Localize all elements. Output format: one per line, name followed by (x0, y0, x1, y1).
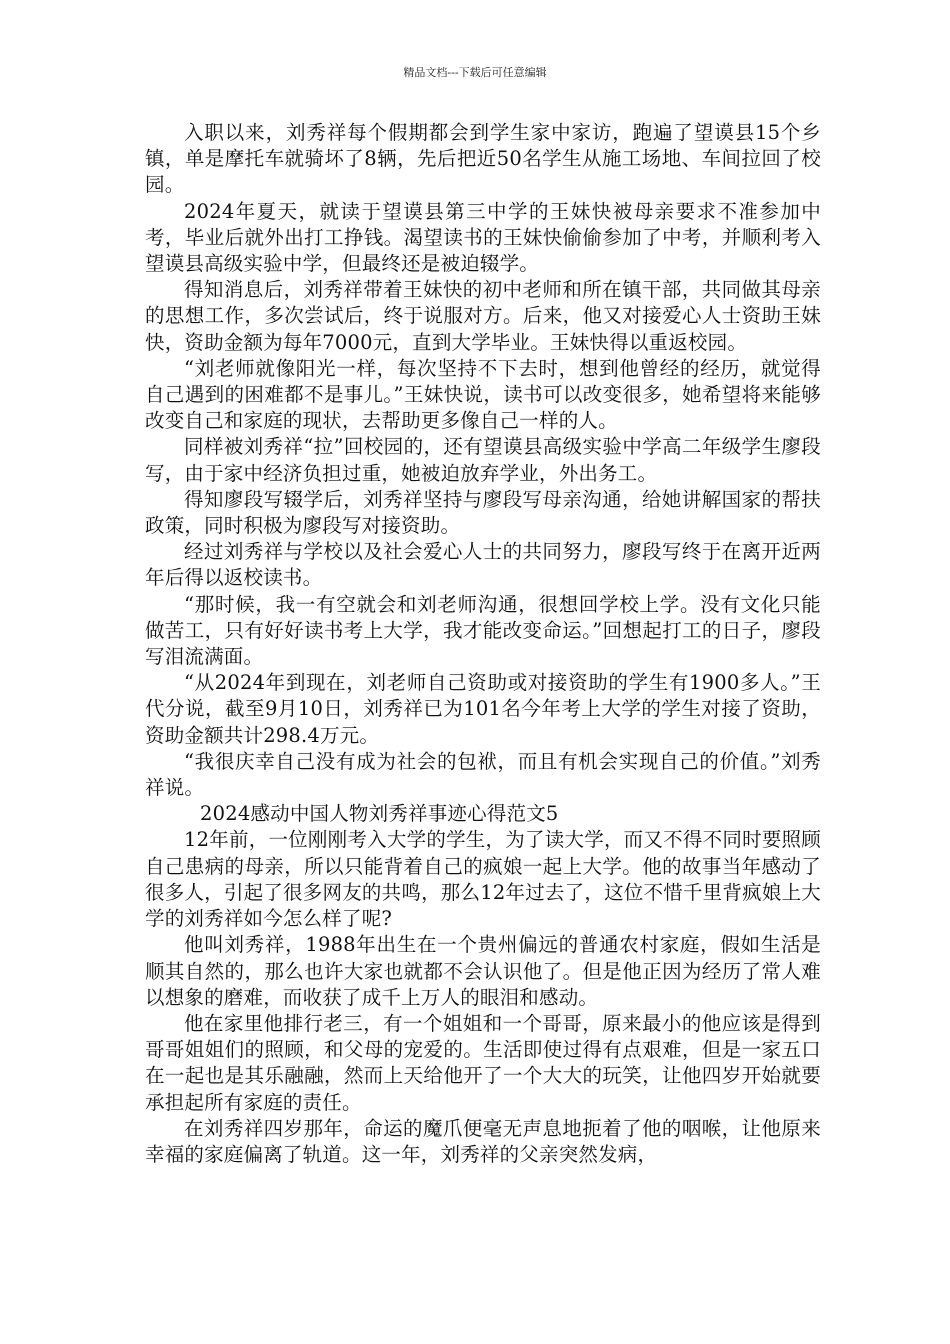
paragraph: 得知消息后，刘秀祥带着王妹快的初中老师和所在镇干部，共同做其母亲的思想工作，多次尝试后，终于说服对方。后来，他又对接爱心人士资助王妹快，资助金额为每年7000元，直到大学毕业。王妹快得以重返校园。 (145, 278, 821, 354)
paragraph: “刘老师就像阳光一样，每次坚持不下去时，想到他曾经的经历，就觉得自己遇到的困难都不是事儿。”王妹快说，读书可以改变很多，她希望将来能够改变自己和家庭的现状，去帮助更多像自己一样的人。 (145, 356, 821, 433)
paragraph: 2024年夏天，就读于望谟县第三中学的王妹快被母亲要求不准参加中考，毕业后就外出打工挣钱。渴望读书的王妹快偷偷参加了中考，并顺利考入望谟县高级实验中学，但最终还是被迫辍学。 (145, 199, 821, 276)
paragraph: 同样被刘秀祥“拉”回校园的，还有望谟县高级实验中学高二年级学生廖段写，由于家中经济负担过重，她被迫放弃学业，外出务工。 (145, 435, 821, 485)
paragraph: 他在家里他排行老三，有一个姐姐和一个哥哥，原来最小的他应该是得到哥哥姐姐们的照顾，和父母的宠爱的。生活即使过得有点艰难，但是一家五口在一起也是其乐融融，然而上天给他开了一个大大的玩笑，让他四岁开始就要承担起所有家庭的责任。 (145, 1011, 821, 1114)
document-body (145, 120, 821, 1168)
paragraph: 得知廖段写辍学后，刘秀祥坚持与廖段写母亲沟通，给她讲解国家的帮扶政策，同时积极为廖段写对接资助。 (145, 487, 821, 538)
paragraph: 在刘秀祥四岁那年，命运的魔爪便毫无声息地扼着了他的咽喉，让他原来幸福的家庭偏离了轨道。这一年，刘秀祥的父亲突然发病， (145, 1116, 821, 1166)
paragraph: 12年前，一位刚刚考入大学的学生，为了读大学，而又不得不同时要照顾自己患病的母亲，所以只能背着自己的疯娘一起上大学。他的故事当年感动了很多人，引起了很多网友的共鸣，那么12年过去了，这位不惜千里背疯娘上大学的刘秀祥如今怎么样了呢? (145, 828, 821, 931)
paragraph: 他叫刘秀祥，1988年出生在一个贵州偏远的普通农村家庭，假如生活是顺其自然的，那么也许大家也就都不会认识他了。但是他正因为经历了常人难以想象的磨难，而收获了成千上万人的眼泪和感动。 (145, 933, 821, 1009)
page-header: 精品文档---下载后可任意编辑 (403, 66, 547, 79)
paragraph: “那时候，我一有空就会和刘老师沟通，很想回学校上学。没有文化只能做苦工，只有好好读书考上大学，我才能改变命运。”回想起打工的日子，廖段写泪流满面。 (145, 592, 821, 669)
paragraph: 入职以来，刘秀祥每个假期都会到学生家中家访，跑遍了望谟县15个乡镇，单是摩托车就骑坏了8辆，先后把近50名学生从施工场地、车间拉回了校园。 (145, 121, 821, 197)
paragraph: 经过刘秀祥与学校以及社会爱心人士的共同努力，廖段写终于在离开近两年后得以返校读书。 (145, 540, 821, 590)
paragraph: “我很庆幸自己没有成为社会的包袱，而且有机会实现自己的价值。”刘秀祥说。 (145, 749, 821, 800)
paragraph: “从2024年到现在，刘老师自己资助或对接资助的学生有1900多人。”王代分说，截至9月10日，刘秀祥已为101名今年考上大学的学生对接了资助，资助金额共计298.4万元。 (145, 671, 821, 747)
section-heading: 2024感动中国人物刘秀祥事迹心得范文5 (200, 802, 559, 826)
